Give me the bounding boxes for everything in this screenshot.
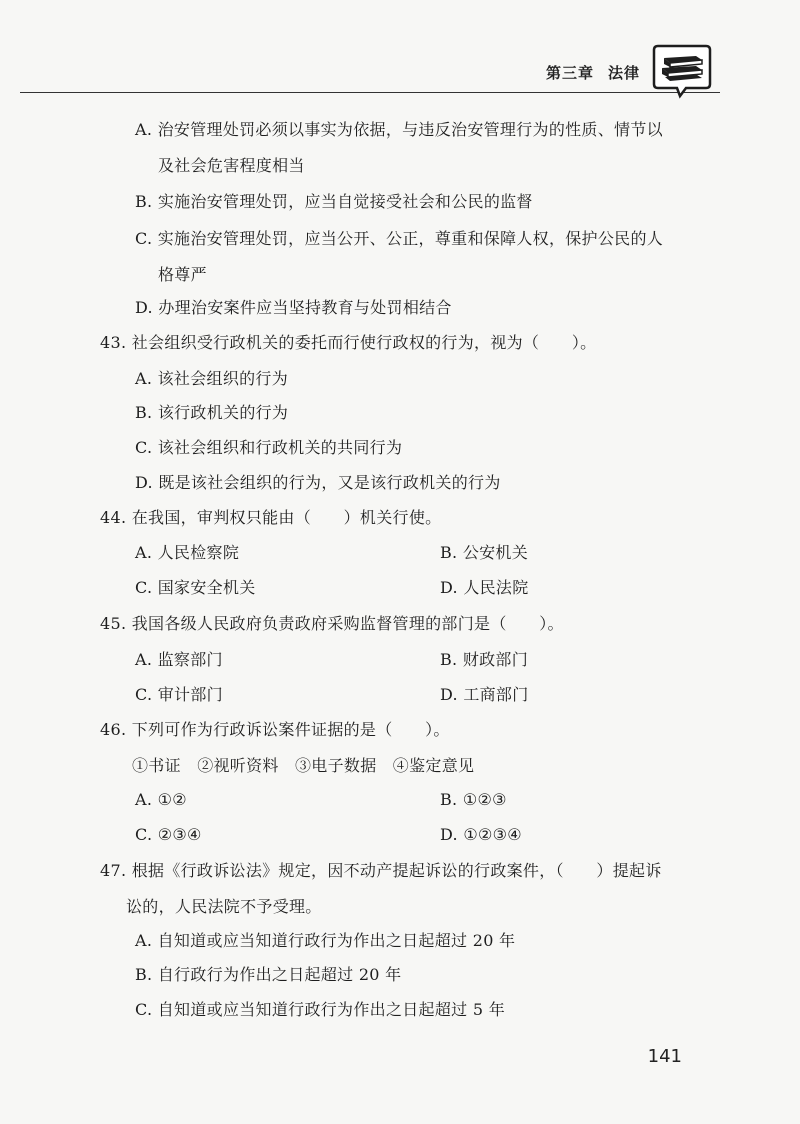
- option-text: C. 国家安全机关: [135, 578, 256, 597]
- option-text: A. 治安管理处罚必须以事实为依据，与违反治安管理行为的性质、情节以: [135, 120, 663, 139]
- option-text: B. ①②③: [440, 790, 507, 809]
- question-44: 44. 在我国，审判权只能由（ ）机关行使。: [100, 508, 442, 527]
- option-text: A. 人民检察院: [135, 543, 240, 562]
- option-text: C. 实施治安管理处罚，应当公开、公正，尊重和保障人权，保护公民的人: [135, 229, 664, 248]
- book-stack-icon: [652, 42, 712, 100]
- question-47: 47. 根据《行政诉讼法》规定，因不动产提起诉讼的行政案件，（ ）提起诉: [100, 861, 662, 880]
- option-text: A. 监察部门: [135, 650, 223, 669]
- option-text: D. ①②③④: [440, 825, 522, 844]
- option-text: D. 工商部门: [440, 685, 529, 704]
- option-text-continued: 及社会危害程度相当: [158, 156, 305, 175]
- question-47-continued: 讼的，人民法院不予受理。: [126, 897, 322, 916]
- option-text: A. 该社会组织的行为: [135, 369, 289, 388]
- question-45: 45. 我国各级人民政府负责政府采购监督管理的部门是（ ）。: [100, 614, 564, 633]
- option-text: B. 财政部门: [440, 650, 529, 669]
- question-46: 46. 下列可作为行政诉讼案件证据的是（ ）。: [100, 720, 450, 739]
- option-text: A. 自知道或应当知道行政行为作出之日起超过 20 年: [135, 931, 516, 950]
- option-text: B. 公安机关: [440, 543, 529, 562]
- subject-label: 法律: [607, 64, 640, 82]
- option-text: D. 人民法院: [440, 578, 529, 597]
- option-text: B. 实施治安管理处罚，应当自觉接受社会和公民的监督: [135, 192, 533, 211]
- option-text: C. ②③④: [135, 825, 202, 844]
- option-text: B. 自行政行为作出之日起超过 20 年: [135, 965, 402, 984]
- page-number: 141: [647, 1046, 682, 1067]
- option-text: C. 自知道或应当知道行政行为作出之日起超过 5 年: [135, 1000, 505, 1019]
- option-text-continued: 格尊严: [158, 265, 207, 284]
- evidence-list: ①书证 ②视听资料 ③电子数据 ④鉴定意见: [132, 756, 475, 775]
- option-text: B. 该行政机关的行为: [135, 403, 289, 422]
- option-text: A. ①②: [135, 790, 187, 809]
- header-rule: [20, 92, 720, 93]
- option-text: D. 办理治安案件应当坚持教育与处罚相结合: [135, 298, 452, 317]
- chapter-label: 第三章: [545, 64, 594, 82]
- question-43: 43. 社会组织受行政机关的委托而行使行政权的行为，视为（ ）。: [100, 333, 597, 352]
- option-text: C. 审计部门: [135, 685, 223, 704]
- option-text: C. 该社会组织和行政机关的共同行为: [135, 438, 403, 457]
- running-head: [546, 62, 640, 83]
- page-header: [0, 0, 800, 100]
- option-text: D. 既是该社会组织的行为，又是该行政机关的行为: [135, 473, 501, 492]
